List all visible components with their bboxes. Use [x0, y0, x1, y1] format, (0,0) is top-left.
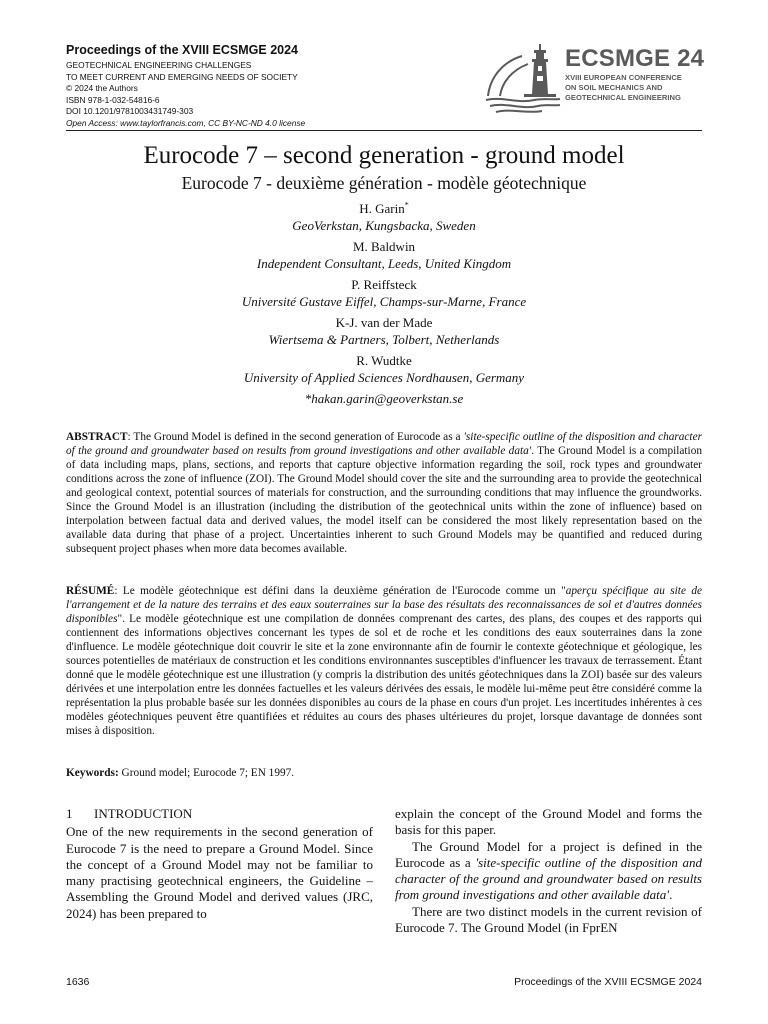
- abstract-quote: 'site-specific outline of the disposition and character of the ground and groundwater based on results from ground investigations and other available data': [66, 431, 702, 457]
- author-name: P. Reiffsteck: [351, 277, 417, 292]
- section-heading: [66, 806, 373, 822]
- resume-lead: : Le modèle géotechnique est défini dans la deuxième génération de l'Eurocode comme un ": [114, 585, 566, 597]
- page-number: 1636: [66, 976, 90, 988]
- body-paragraph: One of the new requirements in the second generation of Eurocode 7 is the need to prepare a Ground Model. Since the concept of a Ground Model may not be familiar to many practising geotechnical engineers, the Guideline – Assembling the Ground Model and derived values (JRC, 2024) has been prepared to: [66, 824, 373, 921]
- copyright-line: © 2024 the Authors: [66, 83, 138, 93]
- header-line: TO MEET CURRENT AND EMERGING NEEDS OF SOCIETY: [66, 71, 298, 82]
- running-footer: Proceedings of the XVIII ECSMGE 2024: [514, 976, 702, 988]
- body-paragraph: The Ground Model for a project is defined in the Eurocode as a 'site-specific outline of the disposition and character of the ground and groundwater based on results from ground investigations and other available data'.: [395, 838, 702, 903]
- proceedings-header: [66, 43, 396, 129]
- doi-line: DOI 10.1201/9781003431749-303: [66, 106, 194, 116]
- resume-body: ". Le modèle géotechnique est une compilation de données comprenant des cartes, des plans, des coupes et des rapports qui contiennent des informations objectives concernant les types de sol et de roche et les conditions des eaux souterraines dans la zone d'influence. Le modèle géotechnique doit couvrir le site et la zone environnante afin de fournir le contexte géotechnique et géologique, les sources potentielles de matériaux de construction et les conditions environnantes susceptibles d'influencer les travaux de terrassement. Étant donné que le modèle géotechnique est une illustration (y compris la distribution des unités géotechniques dans la ZOI) basée sur des valeurs dérivées et une interpolation entre les données factuelles et les valeurs dérivées des essais, le modèle lui-même peut être considéré comme la représentation la plus probable basée sur les données disponibles au cours de la phase en cours d'un projet. Les incertitudes inhérentes à ces modèles géotechniques peuvent être quantifiées et réduites au cours des phases ultérieures du projet, lorsque davantage de données sont mises à disposition.: [66, 613, 702, 737]
- isbn-line: ISBN 978-1-032-54816-6: [66, 94, 160, 105]
- resume-quote: aperçu spécifique au site de l'arrangement et de la nature des terrains et des eaux souterraines sur la base des résultats des reconnaissances de sol et d'autres données disponibles: [66, 585, 702, 625]
- author-affiliation: Independent Consultant, Leeds, United Kingdom: [256, 256, 512, 271]
- abstract-body: . The Ground Model is a compilation of data including maps, plans, sections, and reports that capture objective information regarding the soil, rock types and groundwater conditions across the zone of influence (ZOI). The Ground Model should cover the site and the surrounding area to provide the geotechnical and geological context, potential sources of materials for construction, and the surrounding conditions that may influence the groundworks. Since the Ground Model is an illustration (including the distribution of the geotechnical units within the zone of influence) based on interpolation between factual data and derived values, the model itself can be considered the most likely representation based on the available data during that phase of a project. Uncertainties inherent to such Ground Models may be quantified and reduced during subsequent project phases when more data becomes available.: [66, 445, 702, 555]
- author-name: K-J. van der Made: [335, 315, 433, 330]
- lighthouse-icon: [482, 42, 562, 114]
- keywords: [66, 766, 702, 780]
- resume-label: RÉSUMÉ: [66, 585, 115, 597]
- corresponding-mark: *: [404, 200, 409, 210]
- logo-name: ECSMGE 24: [565, 45, 705, 72]
- keywords-text: Ground model; Eurocode 7; EN 1997.: [118, 767, 295, 779]
- abstract-lead: : The Ground Model is defined in the second generation of Eurocode as a: [127, 431, 464, 443]
- open-access-link[interactable]: Open Access: www.taylorfrancis.com, CC BY-NC-ND 4.0 license: [66, 117, 306, 128]
- header-line: GEOTECHNICAL ENGINEERING CHALLENGES: [66, 60, 252, 70]
- logo-subtitle-line: GEOTECHNICAL ENGINEERING: [565, 92, 681, 102]
- section-title: INTRODUCTION: [94, 806, 193, 821]
- author-name: H. Garin*: [359, 200, 409, 216]
- author-affiliation: Université Gustave Eiffel, Champs-sur-Marne, France: [241, 294, 527, 309]
- author-affiliation: University of Applied Sciences Nordhausen, Germany: [243, 370, 525, 385]
- author-name: M. Baldwin: [352, 239, 416, 254]
- paper-title: Eurocode 7 – second generation - ground model: [143, 142, 625, 169]
- abstract-label: ABSTRACT: [66, 431, 128, 443]
- right-column: [395, 806, 702, 936]
- header-divider: [66, 130, 702, 131]
- paper-subtitle: Eurocode 7 - deuxième génération - modèle géotechnique: [181, 173, 587, 193]
- body-paragraph: There are two distinct models in the current revision of Eurocode 7. The Ground Model (in FprEN: [395, 903, 702, 936]
- author-affiliation: Wiertsema & Partners, Tolbert, Netherlands: [268, 332, 500, 347]
- author-affiliation: GeoVerkstan, Kungsbacka, Sweden: [292, 218, 476, 233]
- logo-subtitle: [565, 73, 715, 102]
- author-list: [66, 200, 702, 407]
- left-column: [66, 806, 373, 922]
- definition-quote: 'site-specific outline of the disposition and character of the ground and groundwater based on results from ground investigations and other available data': [395, 854, 702, 903]
- resume: [66, 584, 702, 738]
- keywords-label: Keywords:: [66, 767, 119, 779]
- proceedings-title: Proceedings of the XVIII ECSMGE 2024: [66, 43, 299, 57]
- author-name: R. Wudtke: [356, 353, 412, 368]
- section-number: 1: [66, 806, 73, 821]
- body-paragraph: explain the concept of the Ground Model and forms the basis for this paper.: [395, 806, 702, 838]
- logo-subtitle-line: ON SOIL MECHANICS AND: [565, 82, 663, 92]
- logo-subtitle-line: XVIII EUROPEAN CONFERENCE: [565, 73, 682, 82]
- abstract: [66, 430, 702, 556]
- contact-email[interactable]: *hakan.garin@geoverkstan.se: [304, 391, 464, 406]
- conference-logo: [482, 42, 712, 114]
